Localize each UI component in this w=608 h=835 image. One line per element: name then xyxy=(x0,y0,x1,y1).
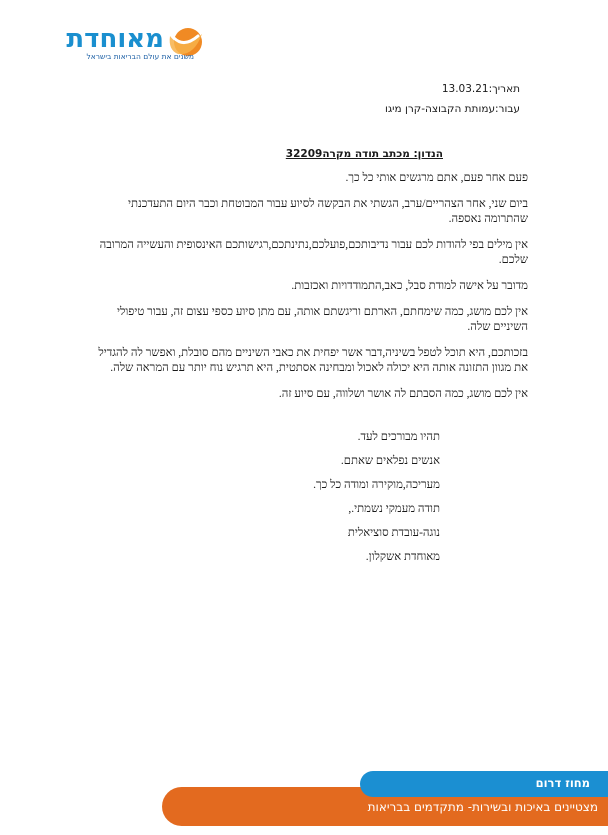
closing-line: תודה מעמקי נשמתי., xyxy=(348,503,440,515)
letter-subject: הנדון: מכתב תודה מקרה32209 xyxy=(285,148,443,160)
body-paragraph: ביום שני, אחר הצהריים/ערב, הגשתי את הבקשה לסיוע עבור המבוטחת וכבר היום התעדכנתי שהתרומה נאספה. xyxy=(127,198,528,225)
body-paragraph: בזכותכם, היא תוכל לטפל בשיניה,דבר אשר יפחית את כאבי השיניים מהם סובלת, ואפשר לה להגדיל את מגוון התזונה אותה היא יכולה לאכול ומבחינה אסתטית, היא תרגיש נוח יותר עם המראה שלה. xyxy=(98,347,528,374)
body-paragraph: אין לכם מושג, כמה שימחתם, הארתם וריגשתם אותה, עם מתן סיוע כספי עצום זה, עבור טיפולי השיניים שלה. xyxy=(116,306,528,333)
footer-district: מחוז דרום xyxy=(535,776,590,790)
footer-district-banner xyxy=(360,771,608,797)
signature-branch: מאוחדת אשקלון. xyxy=(365,551,440,563)
closing-line: אנשים נפלאים שאתם. xyxy=(340,455,440,467)
body-paragraph: אין לכם מושג, כמה הסבתם לה אושר ושלווה, עם סיוע זה. xyxy=(278,388,528,400)
body-paragraph: אין מילים בפי להודות לכם עבור נדיבותכם,פועלכם,נתינתכם,רגישותכם האינסופית והעשייה המרובה שלכם. xyxy=(99,239,528,266)
signature-name: נוגה-עובדת סוציאלית xyxy=(347,527,440,539)
letter-closing xyxy=(180,431,440,575)
letter-date: תאריך:13.03.21 xyxy=(441,83,520,95)
logo-wordmark: מאוחדת xyxy=(66,24,164,54)
meuhedet-logo xyxy=(44,24,214,64)
footer-slogan: מצטיינים באיכות ובשירות- מתקדמים בבריאות xyxy=(367,800,598,814)
closing-line: מעריכה,מוקירה ומודה כל כך. xyxy=(313,479,440,491)
letter-body xyxy=(88,171,528,413)
logo-tagline: משנים את עולם הבריאות בישראל xyxy=(86,52,194,61)
body-paragraph: פעם אחר פעם, אתם מרגשים אותי כל כך. xyxy=(345,172,528,184)
closing-line: תהיו מבורכים לעד. xyxy=(357,431,440,443)
body-paragraph: מדובר על אישה למודת סבל, כאב,התמודדויות ואכזבות. xyxy=(291,280,528,292)
letter-recipient: עבור:עמותת הקבוצה-קרן מיגו xyxy=(384,103,520,115)
